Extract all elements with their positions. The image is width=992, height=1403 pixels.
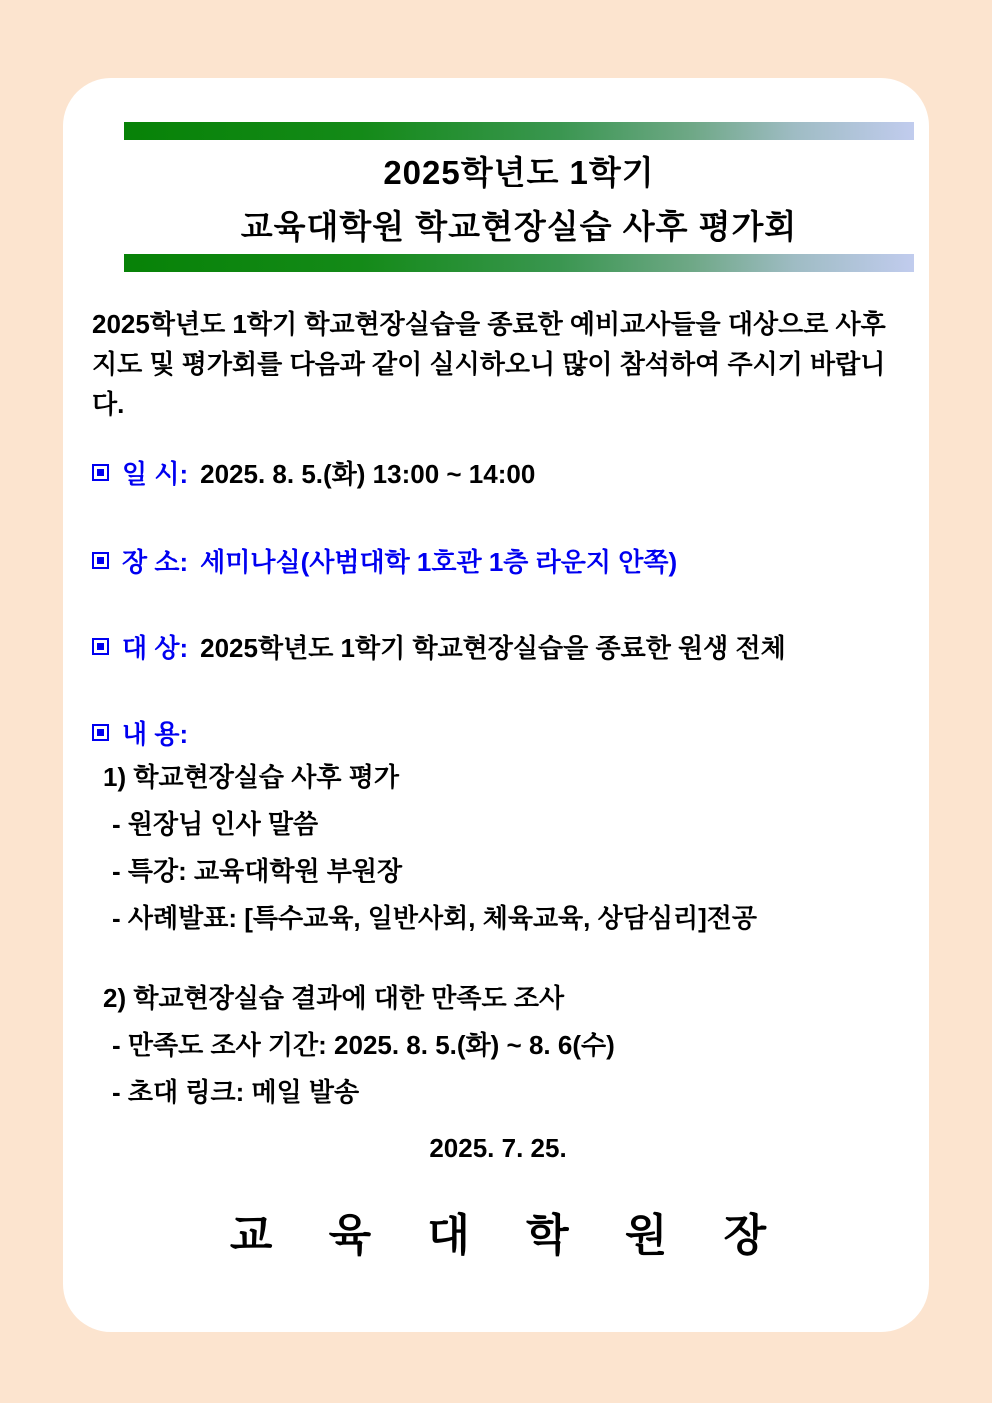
- content-item-2-sub-2: - 초대 링크: 메일 발송: [112, 1077, 360, 1107]
- blue-square-bullet-inner: [97, 729, 104, 736]
- content-item-1-sub-1: - 원장님 인사 말씀: [112, 809, 319, 839]
- field-audience-value: 2025학년도 1학기 학교현장실습을 종료한 원생 전체: [200, 632, 786, 663]
- field-contents-label: 내 용:: [122, 718, 189, 749]
- content-item-2-sub-1: - 만족도 조사 기간: 2025. 8. 5.(화) ~ 8. 6(수): [112, 1030, 615, 1060]
- blue-square-bullet-icon: [92, 724, 109, 741]
- field-contents: [92, 712, 904, 752]
- blue-square-bullet-icon: [92, 552, 109, 569]
- content-item-1-sub-2: - 특강: 교육대학원 부원장: [112, 856, 403, 886]
- blue-square-bullet-inner: [97, 469, 104, 476]
- intro-line-2: 지도 및 평가회를 다음과 같이 실시하오니 많이 참석하여 주시기 바랍니다.: [92, 349, 886, 419]
- content-item-2-heading: 2) 학교현장실습 결과에 대한 만족도 조사: [103, 983, 565, 1013]
- field-datetime: [92, 452, 904, 492]
- intro-line-1: 2025학년도 1학기 학교현장실습을 종료한 예비교사들을 대상으로 사후: [92, 309, 886, 339]
- title-line-1: 2025학년도 1학기: [383, 154, 655, 191]
- intro-paragraph: [92, 304, 904, 424]
- field-location-label: 장 소:: [122, 546, 189, 577]
- title-block: [124, 122, 914, 272]
- field-datetime-label: 일 시:: [122, 458, 189, 489]
- title-line-2: 교육대학원 학교현장실습 사후 평가회: [240, 208, 798, 245]
- notice-card: [63, 78, 929, 1332]
- field-location: [92, 540, 904, 580]
- notice-date: 2025. 7. 25.: [429, 1133, 567, 1163]
- field-audience: [92, 626, 904, 666]
- title-top-gradient-bar: [124, 122, 914, 140]
- content-item-1-sub-3: - 사례발표: [특수교육, 일반사회, 체육교육, 상담심리]전공: [112, 903, 757, 933]
- blue-square-bullet-icon: [92, 638, 109, 655]
- notice-body: [63, 304, 929, 1266]
- title-bottom-gradient-bar: [124, 254, 914, 272]
- field-audience-label: 대 상:: [122, 632, 189, 663]
- field-location-value: 세미나실(사범대학 1호관 1층 라운지 안쪽): [200, 546, 678, 577]
- blue-square-bullet-inner: [97, 643, 104, 650]
- blue-square-bullet-inner: [97, 557, 104, 564]
- signature-dean: 교 육 대 학 원 장: [229, 1211, 789, 1260]
- notice-title: [124, 140, 914, 254]
- field-datetime-value: 2025. 8. 5.(화) 13:00 ~ 14:00: [200, 458, 536, 489]
- blue-square-bullet-icon: [92, 464, 109, 481]
- content-item-1-heading: 1) 학교현장실습 사후 평가: [103, 762, 399, 792]
